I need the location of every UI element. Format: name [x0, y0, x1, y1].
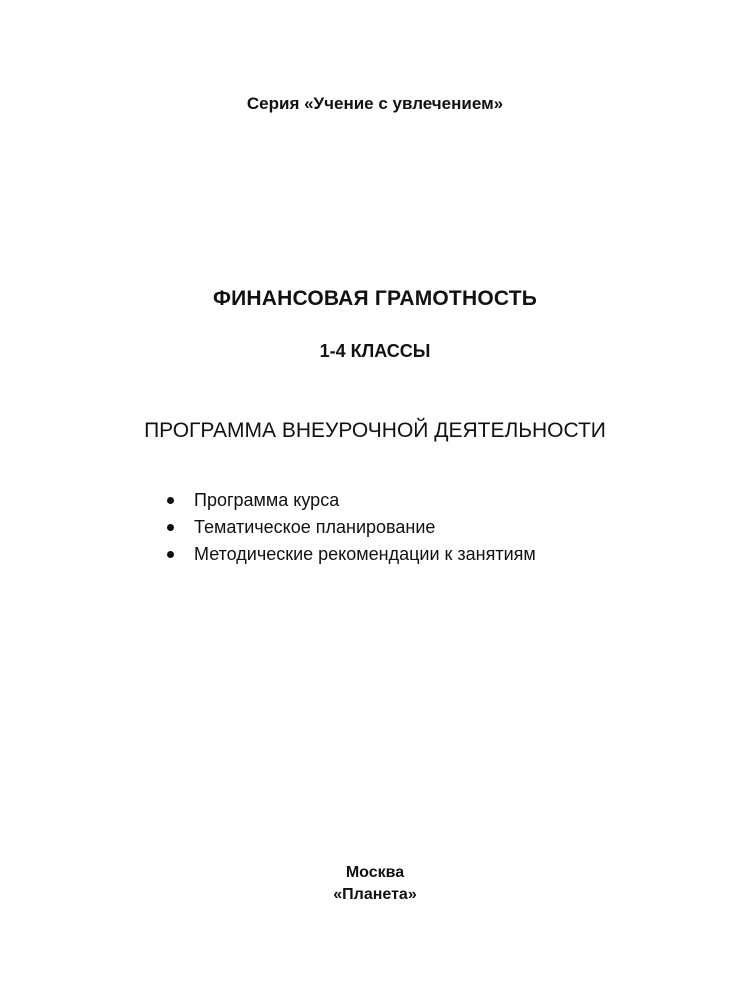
bullet-icon — [167, 551, 174, 558]
list-item — [163, 487, 536, 514]
book-title: ФИНАНСОВАЯ ГРАМОТНОСТЬ — [212, 287, 538, 310]
series-name: Серия «Учение с увлечением» — [246, 94, 504, 113]
list-item-label: Тематическое планирование — [194, 517, 436, 537]
list-item-label: Методические рекомендации к занятиям — [194, 544, 536, 564]
imprint — [0, 862, 750, 906]
book-subtitle: ПРОГРАММА ВНЕУРОЧНОЙ ДЕЯТЕЛЬНОСТИ — [144, 419, 606, 442]
list-item-label: Программа курса — [194, 490, 340, 510]
list-item — [163, 541, 536, 568]
bullet-icon — [167, 497, 174, 504]
bullet-icon — [167, 524, 174, 531]
list-item — [163, 514, 536, 541]
publisher-name: «Планета» — [333, 886, 417, 903]
contents-list — [163, 487, 536, 568]
grade-range: 1-4 КЛАССЫ — [319, 341, 431, 361]
publication-city: Москва — [345, 864, 405, 881]
